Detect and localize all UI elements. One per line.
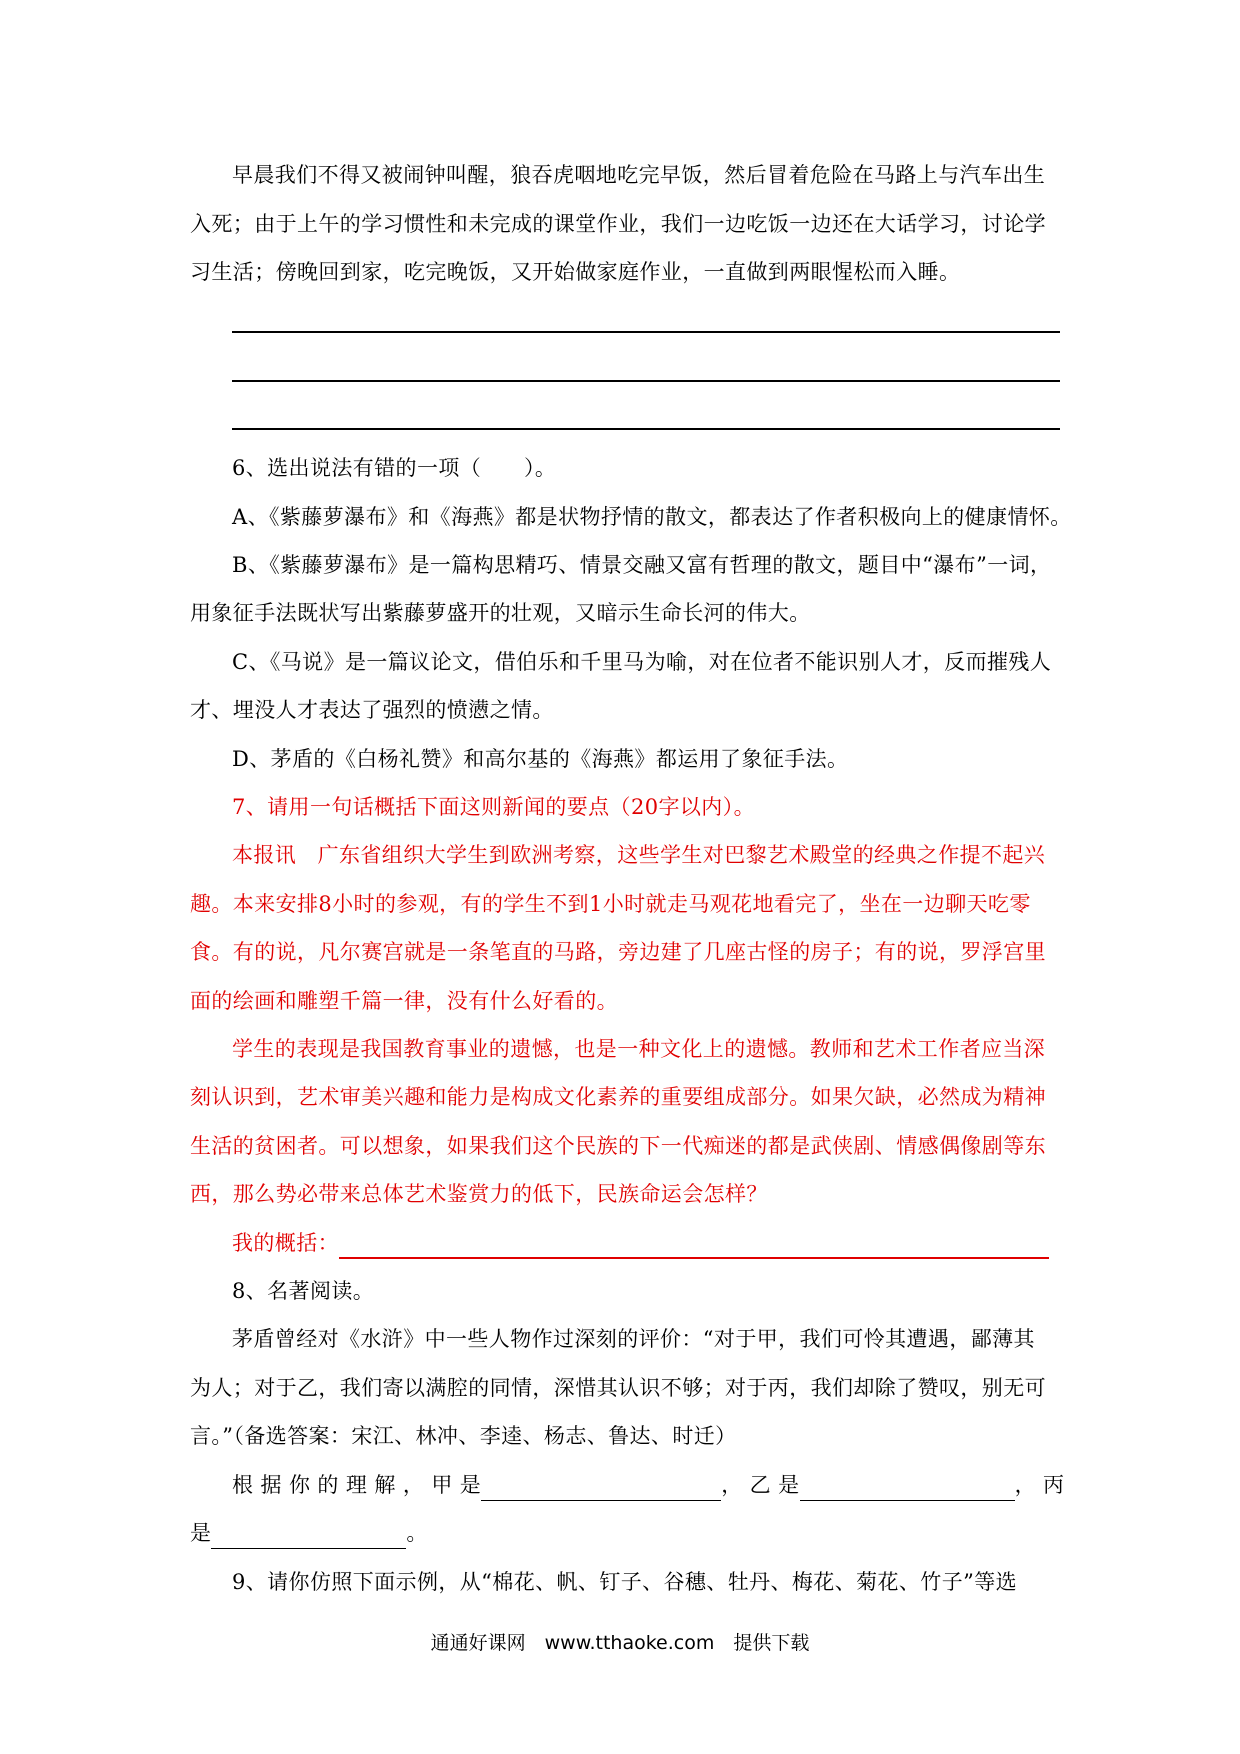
q7-news-p2-line-1: 学生的表现是我国教育事业的遗憾，也是一种文化上的遗憾。教师和艺术工作者应当深 xyxy=(232,1037,1046,1061)
answer-line-1[interactable] xyxy=(232,331,1060,333)
q7-news-p1-line-4: 面的绘画和雕塑千篇一律，没有什么好看的。 xyxy=(190,989,618,1013)
q6-option-c-line-1: C、《马说》是一篇议论文，借伯乐和千里马为喻，对在位者不能识别人才，反而摧残人 xyxy=(232,650,1052,674)
q6-stem: 6、选出说法有错的一项（ ）。 xyxy=(232,456,557,480)
q8-blank-jia[interactable] xyxy=(481,1476,721,1501)
q7-news-p2-line-4: 西，那么势必带来总体艺术鉴赏力的低下，民族命运会怎样？ xyxy=(190,1182,768,1206)
q6-option-a: A、《紫藤萝瀑布》和《海燕》都是状物抒情的散文，都表达了作者积极向上的健康情怀。 xyxy=(232,505,1072,529)
q7-news-p1-line-3: 食。有的说，凡尔赛宫就是一条笔直的马路，旁边建了几座古怪的房子；有的说，罗浮宫里 xyxy=(190,940,1046,964)
q7-answer-row xyxy=(232,1227,1060,1259)
q7-answer-label: 我的概括： xyxy=(232,1231,339,1255)
q7-news-p2-line-3: 生活的贫困者。可以想象，如果我们这个民族的下一代痴迷的都是武侠剧、情感偶像剧等东 xyxy=(190,1134,1046,1158)
passage-line-2: 入死；由于上午的学习惯性和未完成的课堂作业，我们一边吃饭一边还在大话学习，讨论学 xyxy=(190,212,1046,236)
q8-text-line-3: 言。”（备选答案：宋江、林冲、李逵、杨志、鲁达、时迁） xyxy=(190,1424,737,1448)
q8-text-line-1: 茅盾曾经对《水浒》中一些人物作过深刻的评价：“对于甲，我们可怜其遭遇，鄙薄其 xyxy=(232,1327,1035,1351)
q8-fill-label-a: 根 据 你 的 理 解 ， 甲 是 xyxy=(232,1473,482,1497)
answer-line-3[interactable] xyxy=(232,428,1060,430)
q8-fill-label-b: ， 乙 是 xyxy=(721,1473,800,1497)
q7-news-p2-line-2: 刻认识到，艺术审美兴趣和能力是构成文化素养的重要组成部分。如果欠缺，必然成为精神 xyxy=(190,1085,1046,1109)
q8-fill-end: 。 xyxy=(406,1521,428,1545)
q7-news-p1-line-2: 趣。本来安排8小时的参观，有的学生不到1小时就走马观花地看完了，坐在一边聊天吃零 xyxy=(190,892,1031,916)
page-footer: 通通好课网 www.tthaoke.com 提供下载 xyxy=(430,1632,810,1654)
q8-fill-label-c: ， 丙 xyxy=(1014,1473,1065,1497)
q6-option-d: D、茅盾的《白杨礼赞》和高尔基的《海燕》都运用了象征手法。 xyxy=(232,747,849,771)
q8-blank-bing[interactable] xyxy=(211,1524,406,1549)
q6-option-b-line-1: B、《紫藤萝瀑布》是一篇构思精巧、情景交融又富有哲理的散文，题目中“瀑布”一词， xyxy=(232,553,1052,577)
q8-text-line-2: 为人；对于乙，我们寄以满腔的同情，深惜其认识不够；对于丙，我们却除了赞叹，别无可 xyxy=(190,1376,1046,1400)
passage-line-3: 习生活；傍晚回到家，吃完晚饭，又开始做家庭作业，一直做到两眼惺松而入睡。 xyxy=(190,260,961,284)
passage-line-1: 早晨我们不得又被闹钟叫醒，狼吞虎咽地吃完早饭，然后冒着危险在马路上与汽车出生 xyxy=(232,163,1046,187)
q6-option-c-line-2: 才、埋没人才表达了强烈的愤懑之情。 xyxy=(190,698,554,722)
q8-fill-row xyxy=(232,1469,1065,1501)
q6-option-b-line-2: 用象征手法既状写出紫藤萝盛开的壮观，又暗示生命长河的伟大。 xyxy=(190,601,811,625)
q8-stem: 8、名著阅读。 xyxy=(232,1279,375,1303)
q9-stem: 9、请你仿照下面示例，从“棉花、帆、钉子、谷穗、牡丹、梅花、菊花、竹子”等选 xyxy=(232,1570,1018,1594)
q8-fill-label-d: 是 xyxy=(190,1521,212,1545)
q7-news-p1-line-1: 本报讯 广东省组织大学生到欧洲考察，这些学生对巴黎艺术殿堂的经典之作提不起兴 xyxy=(232,843,1046,867)
q7-answer-blank[interactable] xyxy=(339,1233,1049,1259)
answer-line-2[interactable] xyxy=(232,380,1060,382)
q7-stem: 7、请用一句话概括下面这则新闻的要点（20字以内）。 xyxy=(232,795,755,819)
q8-blank-yi[interactable] xyxy=(800,1476,1015,1501)
q8-fill-row-2 xyxy=(190,1517,1060,1549)
